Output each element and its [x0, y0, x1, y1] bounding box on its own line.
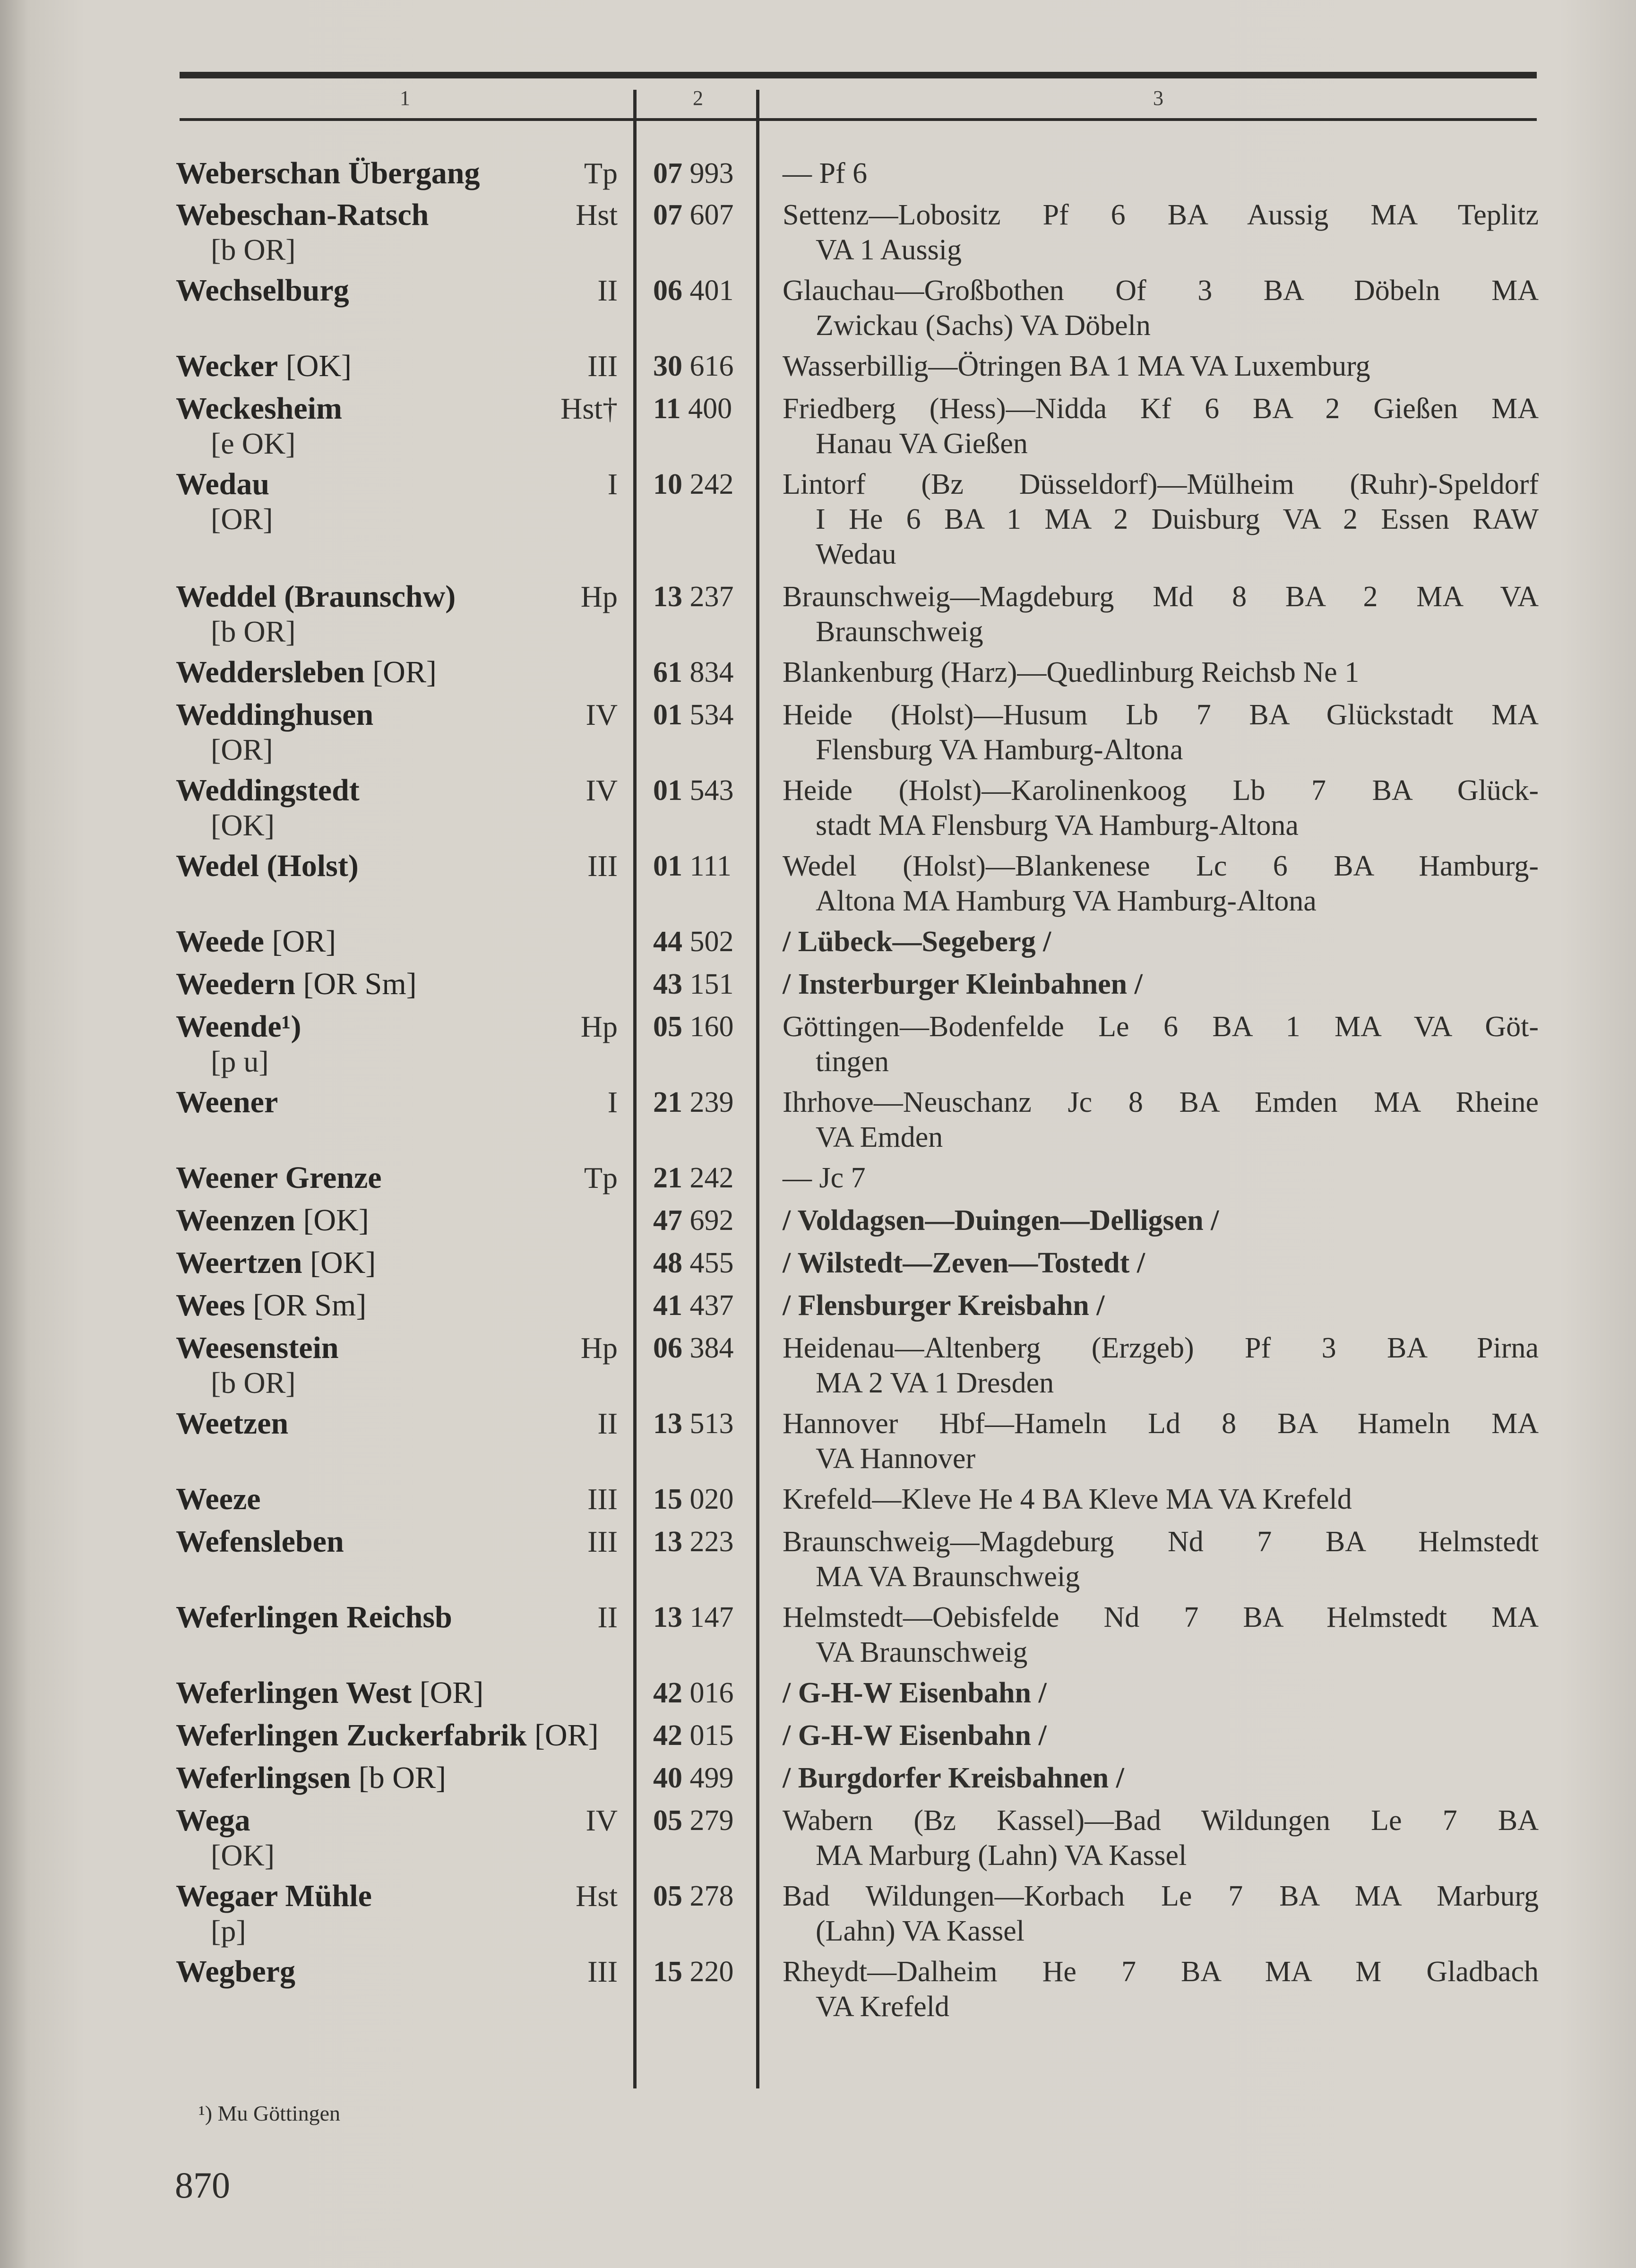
- station-name: [176, 273, 349, 308]
- station-tag: [OR]: [264, 924, 336, 959]
- station-name-text: Weenzen: [176, 1203, 295, 1237]
- station-name: [176, 467, 269, 502]
- station-name: [176, 349, 352, 384]
- route-description-continued: VA Hannover: [816, 1443, 976, 1475]
- station-name-text: Weferlingen West: [176, 1675, 412, 1710]
- station-name-text: Weener: [176, 1085, 278, 1119]
- route-description: Ihrhove—Neuschanz Jc 8 BA Emden MA Rheine: [783, 1086, 1539, 1118]
- station-number: 06 384: [653, 1332, 734, 1364]
- station-number: 05 160: [653, 1011, 734, 1043]
- station-number-prefix: 13: [653, 1601, 682, 1633]
- station-class: Tp: [584, 156, 618, 190]
- route-description-continued: VA 1 Aussig: [816, 234, 962, 266]
- route-description: Friedberg (Hess)—Nidda Kf 6 BA 2 Gießen MA: [783, 393, 1539, 425]
- station-name-text: Weener Grenze: [176, 1160, 382, 1195]
- station-class: Hst: [576, 198, 618, 232]
- station-number: 01 543: [653, 774, 734, 807]
- column-divider-1: [633, 90, 637, 2088]
- station-name: [176, 198, 429, 232]
- station-class: II: [597, 1407, 618, 1440]
- route-description: — Jc 7: [783, 1162, 866, 1194]
- route-description-continued: Flensburg VA Hamburg-Altona: [816, 734, 1183, 766]
- route-description: / Wilstedt—Zeven—Tostedt /: [783, 1247, 1145, 1279]
- station-tag: [OR Sm]: [295, 967, 417, 1001]
- station-name-text: Weckesheim: [176, 391, 342, 426]
- station-name-text: Weddel (Braunschw): [176, 579, 456, 614]
- station-tag: [OR]: [526, 1718, 599, 1753]
- route-description: / G-H-W Eisenbahn /: [783, 1677, 1047, 1709]
- route-description-continued: MA Marburg (Lahn) VA Kassel: [816, 1839, 1187, 1872]
- station-tag: [p u]: [211, 1045, 269, 1078]
- station-class: Hp: [580, 1331, 618, 1365]
- station-number-prefix: 01: [653, 699, 682, 731]
- station-class: III: [587, 1482, 618, 1516]
- station-tag: [OR]: [211, 502, 273, 536]
- station-class: IV: [586, 773, 618, 807]
- station-number-prefix: 05: [653, 1880, 682, 1912]
- station-class: Hp: [580, 580, 618, 613]
- route-description: / Voldagsen—Duingen—Delligsen /: [783, 1204, 1219, 1237]
- station-class: Tp: [584, 1161, 618, 1194]
- station-number: 01 534: [653, 699, 734, 731]
- station-name: [176, 1718, 599, 1753]
- route-description: / G-H-W Eisenbahn /: [783, 1719, 1047, 1752]
- route-description-continued: Hanau VA Gießen: [816, 428, 1028, 460]
- station-tag: [p]: [211, 1914, 246, 1948]
- station-number-prefix: 15: [653, 1956, 682, 1988]
- station-tag: [b OR]: [211, 615, 296, 648]
- station-tag: [OR Sm]: [245, 1288, 367, 1323]
- route-description: Wasserbillig—Ötringen BA 1 MA VA Luxemburg: [783, 350, 1370, 382]
- station-name-text: Weberschan Übergang: [176, 156, 480, 190]
- route-description: Heide (Holst)—Karolinenkoog Lb 7 BA Glück-: [783, 774, 1539, 807]
- station-name-text: Wega: [176, 1803, 250, 1838]
- station-number-prefix: 05: [653, 1804, 682, 1837]
- route-description-continued: Altona MA Hamburg VA Hamburg-Altona: [816, 885, 1317, 917]
- station-number-prefix: 13: [653, 581, 682, 613]
- route-description: / Flensburger Kreisbahn /: [783, 1289, 1105, 1322]
- station-name-text: Weede: [176, 924, 264, 959]
- route-description: Wedel (Holst)—Blankenese Lc 6 BA Hamburg-: [783, 850, 1539, 882]
- route-description: Hannover Hbf—Hameln Ld 8 BA Hameln MA: [783, 1408, 1539, 1440]
- station-number: 61 834: [653, 656, 734, 688]
- station-name-text: Weddinghusen: [176, 697, 374, 732]
- station-name: [176, 773, 360, 808]
- station-name-text: Wedel (Holst): [176, 849, 359, 883]
- top-rule: [180, 72, 1537, 78]
- station-name-text: Wegberg: [176, 1954, 295, 1989]
- station-number: 44 502: [653, 926, 734, 958]
- station-tag: [OR]: [412, 1675, 484, 1710]
- station-tag: [OK]: [211, 1838, 275, 1872]
- station-class: Hp: [580, 1010, 618, 1043]
- route-description: Göttingen—Bodenfelde Le 6 BA 1 MA VA Göt-: [783, 1011, 1539, 1043]
- station-name-text: Wegaer Mühle: [176, 1879, 372, 1913]
- station-number: 06 401: [653, 275, 734, 307]
- station-number-prefix: 47: [653, 1204, 682, 1237]
- station-tag: [b OR]: [211, 1366, 296, 1400]
- station-class: Hst†: [560, 392, 618, 425]
- station-name-text: Weesenstein: [176, 1331, 339, 1365]
- station-number: 30 616: [653, 350, 734, 382]
- station-name: [176, 1803, 250, 1838]
- station-name-text: Wees: [176, 1288, 245, 1323]
- route-description-continued: Zwickau (Sachs) VA Döbeln: [816, 309, 1151, 342]
- route-description: Glauchau—Großbothen Of 3 BA Döbeln MA: [783, 275, 1539, 307]
- station-name: [176, 1954, 295, 1989]
- station-name: [176, 697, 373, 732]
- route-description-continued: VA Braunschweig: [816, 1636, 1028, 1668]
- station-number: 11 400: [653, 393, 732, 425]
- route-description: Heide (Holst)—Husum Lb 7 BA Glückstadt MA: [783, 699, 1539, 731]
- station-number: 47 692: [653, 1204, 734, 1237]
- route-description: Settenz—Lobositz Pf 6 BA Aussig MA Teplitz: [783, 199, 1539, 231]
- station-name: [176, 1406, 288, 1441]
- station-name-text: Wefensleben: [176, 1524, 344, 1559]
- station-number-prefix: 15: [653, 1483, 682, 1515]
- station-name-text: Weferlingen Zuckerfabrik: [176, 1718, 527, 1753]
- station-class: II: [597, 274, 618, 307]
- station-name-text: Weferlingen Reichsb: [176, 1600, 452, 1634]
- route-description: Helmstedt—Oebisfelde Nd 7 BA Helmstedt MA: [783, 1601, 1539, 1633]
- station-name-text: Wechselburg: [176, 273, 349, 308]
- route-description-continued: stadt MA Flensburg VA Hamburg-Altona: [816, 809, 1299, 842]
- station-name-text: Weferlingsen: [176, 1761, 351, 1795]
- station-tag: [e OK]: [211, 427, 296, 460]
- station-name: [176, 1761, 446, 1796]
- column-divider-2: [756, 90, 759, 2088]
- station-name-text: Weertzen: [176, 1246, 302, 1280]
- station-number-prefix: 10: [653, 468, 682, 500]
- station-number: 48 455: [653, 1247, 734, 1279]
- station-name: [176, 579, 456, 614]
- station-class: IV: [586, 698, 618, 731]
- station-name: [176, 1246, 376, 1280]
- station-number: 13 513: [653, 1408, 734, 1440]
- station-number-prefix: 06: [653, 1332, 682, 1364]
- station-number-prefix: 61: [653, 656, 682, 688]
- station-name: [176, 1524, 344, 1559]
- route-description: Krefeld—Kleve He 4 BA Kleve MA VA Krefeld: [783, 1483, 1352, 1515]
- route-description: Blankenburg (Harz)—Quedlinburg Reichsb Ne 1: [783, 656, 1360, 688]
- station-number-prefix: 21: [653, 1086, 682, 1118]
- station-name-text: Weddingstedt: [176, 773, 360, 808]
- station-number: 13 147: [653, 1601, 734, 1633]
- station-number-prefix: 01: [653, 774, 682, 807]
- route-description: / Burgdorfer Kreisbahnen /: [783, 1762, 1124, 1794]
- station-number-prefix: 13: [653, 1526, 682, 1558]
- station-number: 40 499: [653, 1762, 734, 1794]
- station-name: [176, 391, 342, 426]
- station-number-prefix: 06: [653, 275, 682, 307]
- route-description-continued: VA Krefeld: [816, 1991, 949, 2023]
- station-tag: [OK]: [278, 349, 352, 383]
- station-number-prefix: 48: [653, 1247, 682, 1279]
- station-tag: [OR]: [364, 655, 437, 689]
- station-number: 10 242: [653, 468, 734, 500]
- station-tag: [OK]: [211, 808, 275, 842]
- column-header-3: 3: [1153, 86, 1163, 110]
- station-name-text: Wedau: [176, 467, 270, 501]
- station-name: [176, 924, 336, 959]
- station-name: [176, 1482, 261, 1517]
- station-name-text: Weeze: [176, 1482, 261, 1516]
- station-number: 42 015: [653, 1719, 734, 1752]
- station-number-prefix: 43: [653, 968, 682, 1000]
- station-number: 21 242: [653, 1162, 734, 1194]
- station-number: 05 278: [653, 1880, 734, 1912]
- route-description-continued: MA 2 VA 1 Dresden: [816, 1367, 1054, 1399]
- station-number: 01 111: [653, 850, 732, 882]
- route-description-continued: Wedau: [816, 538, 896, 570]
- station-name: [176, 1009, 301, 1044]
- station-name-text: Weetzen: [176, 1406, 289, 1441]
- station-name-text: Wecker: [176, 349, 278, 383]
- column-header-1: 1: [400, 86, 410, 110]
- station-name: [176, 156, 480, 191]
- station-class: IV: [586, 1804, 618, 1837]
- station-class: II: [597, 1600, 618, 1634]
- station-number: 07 607: [653, 199, 734, 231]
- station-name: [176, 1331, 339, 1366]
- station-number: 43 151: [653, 968, 734, 1000]
- station-name: [176, 967, 417, 1002]
- station-number-prefix: 44: [653, 926, 682, 958]
- station-name-text: Weedern: [176, 967, 295, 1001]
- route-description-continued: (Lahn) VA Kassel: [816, 1915, 1025, 1947]
- route-description-continued: tingen: [816, 1046, 889, 1078]
- route-description-continued: Braunschweig: [816, 616, 983, 648]
- station-class: III: [587, 849, 618, 883]
- station-number-prefix: 42: [653, 1719, 682, 1752]
- station-name: [176, 1675, 483, 1710]
- station-name-text: Weddersleben: [176, 655, 365, 689]
- station-name: [176, 1288, 366, 1323]
- station-name: [176, 1879, 372, 1914]
- station-number: 15 220: [653, 1956, 734, 1988]
- station-number-prefix: 07: [653, 157, 682, 189]
- station-number: 13 237: [653, 581, 734, 613]
- route-description: Lintorf (Bz Düsseldorf)—Mülheim (Ruhr)-Speldorf: [783, 468, 1539, 500]
- footnote: ¹) Mu Göttingen: [198, 2101, 340, 2125]
- route-description-continued: MA VA Braunschweig: [816, 1561, 1080, 1593]
- station-number-prefix: 40: [653, 1762, 682, 1794]
- station-name: [176, 1600, 452, 1635]
- station-number: 41 437: [653, 1289, 734, 1322]
- route-description: / Insterburger Kleinbahnen /: [783, 968, 1143, 1000]
- route-description: Braunschweig—Magdeburg Nd 7 BA Helmstedt: [783, 1526, 1539, 1558]
- station-class: III: [587, 349, 618, 383]
- station-number-prefix: 41: [653, 1289, 682, 1322]
- route-description: Braunschweig—Magdeburg Md 8 BA 2 MA VA: [783, 581, 1539, 613]
- station-class: III: [587, 1955, 618, 1988]
- route-description: / Lübeck—Segeberg /: [783, 926, 1051, 958]
- route-description-continued: VA Emden: [816, 1121, 943, 1153]
- route-description: Wabern (Bz Kassel)—Bad Wildungen Le 7 BA: [783, 1804, 1539, 1837]
- station-number-prefix: 13: [653, 1408, 682, 1440]
- station-number: 15 020: [653, 1483, 734, 1515]
- station-number-prefix: 01: [653, 850, 682, 882]
- station-name: [176, 655, 437, 690]
- station-name: [176, 1160, 382, 1195]
- station-number: 42 016: [653, 1677, 734, 1709]
- route-description: Heidenau—Altenberg (Erzgeb) Pf 3 BA Pirna: [783, 1332, 1539, 1364]
- station-tag: [OR]: [211, 733, 273, 766]
- page-number: 870: [175, 2165, 230, 2206]
- route-description: Rheydt—Dalheim He 7 BA MA M Gladbach: [783, 1956, 1539, 1988]
- header-rule: [180, 118, 1537, 121]
- route-description: Bad Wildungen—Korbach Le 7 BA MA Marburg: [783, 1880, 1539, 1912]
- station-name-text: Webeschan-Ratsch: [176, 198, 429, 232]
- station-number: 07 993: [653, 157, 734, 189]
- station-number-prefix: 07: [653, 199, 682, 231]
- route-description-continued: I He 6 BA 1 MA 2 Duisburg VA 2 Essen RAW: [816, 503, 1539, 535]
- station-number-prefix: 05: [653, 1011, 682, 1043]
- station-tag: [OK]: [295, 1203, 369, 1237]
- station-name: [176, 849, 359, 884]
- station-number: 13 223: [653, 1526, 734, 1558]
- station-number-prefix: 11: [653, 393, 681, 425]
- station-number-prefix: 21: [653, 1162, 682, 1194]
- station-class: III: [587, 1525, 618, 1558]
- station-name-text: Weende¹): [176, 1009, 301, 1044]
- route-description: — Pf 6: [783, 157, 868, 189]
- station-tag: [b OR]: [211, 233, 296, 266]
- station-number: 05 279: [653, 1804, 734, 1837]
- station-class: I: [607, 1085, 618, 1119]
- station-number-prefix: 42: [653, 1677, 682, 1709]
- station-tag: [OK]: [302, 1246, 376, 1280]
- station-number-prefix: 30: [653, 350, 682, 382]
- station-name: [176, 1085, 278, 1120]
- station-name: [176, 1203, 369, 1238]
- column-header-2: 2: [693, 86, 703, 110]
- station-number: 21 239: [653, 1086, 734, 1118]
- station-class: I: [607, 467, 618, 501]
- station-class: Hst: [576, 1879, 618, 1913]
- station-tag: [b OR]: [351, 1761, 446, 1795]
